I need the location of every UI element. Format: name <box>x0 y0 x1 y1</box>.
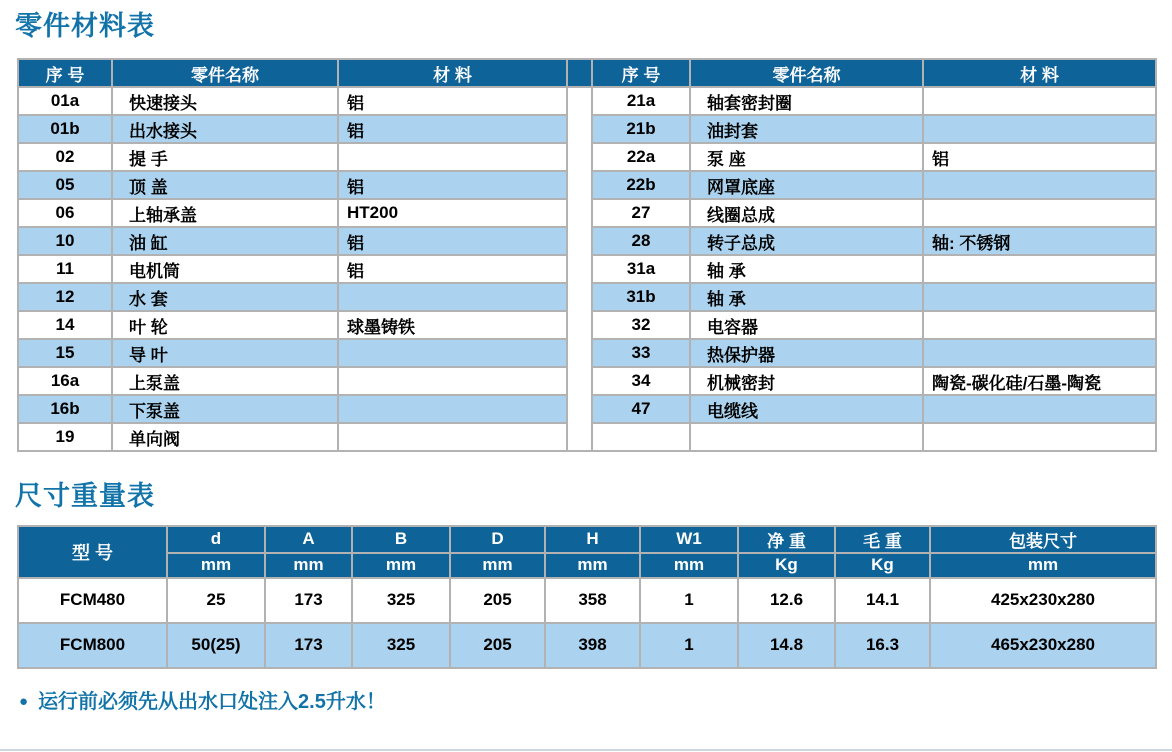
serial-cell: 06 <box>18 199 112 227</box>
part-name-cell: 下泵盖 <box>112 395 338 423</box>
dims-table-body <box>18 578 1156 668</box>
part-name-cell: 快速接头 <box>112 87 338 115</box>
serial-cell: 34 <box>592 367 690 395</box>
part-name-cell: 转子总成 <box>690 227 923 255</box>
dim-value-cell: 325 <box>352 623 450 668</box>
serial-cell: 21b <box>592 115 690 143</box>
serial-cell: 21a <box>592 87 690 115</box>
material-cell: 轴: 不锈钢 <box>923 227 1156 255</box>
dim-column-header: A <box>265 526 352 553</box>
part-name-cell: 线圈总成 <box>690 199 923 227</box>
material-cell: 铝 <box>338 87 567 115</box>
material-cell <box>923 395 1156 423</box>
dim-column-header: H <box>545 526 640 553</box>
net-weight-column-header: 净 重 <box>738 526 835 553</box>
part-name-cell: 电缆线 <box>690 395 923 423</box>
material-cell: 铝 <box>338 227 567 255</box>
material-cell <box>923 87 1156 115</box>
material-cell <box>338 367 567 395</box>
dims-table-unit-row <box>18 553 1156 578</box>
dim-value-cell: 12.6 <box>738 578 835 623</box>
dim-value-cell: 425x230x280 <box>930 578 1156 623</box>
gross-weight-column-header: 毛 重 <box>835 526 930 553</box>
dimension-weight-table <box>17 525 1157 669</box>
material-cell: 陶瓷-碳化硅/石墨-陶瓷 <box>923 367 1156 395</box>
page-bottom-rule <box>0 749 1172 751</box>
serial-cell: 22a <box>592 143 690 171</box>
dim-value-cell: 1 <box>640 578 738 623</box>
part-name-cell: 泵 座 <box>690 143 923 171</box>
dim-value-cell: 205 <box>450 578 545 623</box>
material-cell <box>338 395 567 423</box>
material-cell <box>923 255 1156 283</box>
serial-cell: 28 <box>592 227 690 255</box>
model-column-header: 型 号 <box>18 526 167 578</box>
dims-table-title: 尺寸重量表 <box>15 481 155 512</box>
material-cell <box>923 115 1156 143</box>
unit-header: mm <box>930 553 1156 578</box>
serial-cell: 27 <box>592 199 690 227</box>
parts-material-table <box>17 58 1157 452</box>
dim-value-cell: 465x230x280 <box>930 623 1156 668</box>
material-column-header: 材 料 <box>338 59 567 87</box>
serial-cell: 15 <box>18 339 112 367</box>
table-gap-header <box>567 59 592 87</box>
dim-value-cell: 173 <box>265 623 352 668</box>
parts-table-title: 零件材料表 <box>15 11 155 41</box>
dims-table-header-row <box>18 526 1156 553</box>
dim-column-header: D <box>450 526 545 553</box>
serial-cell: 33 <box>592 339 690 367</box>
model-cell: FCM480 <box>18 578 167 623</box>
parts-table-body <box>18 87 1156 451</box>
material-cell <box>923 171 1156 199</box>
material-cell: 铝 <box>338 115 567 143</box>
material-cell <box>338 339 567 367</box>
material-cell: HT200 <box>338 199 567 227</box>
dim-value-cell: 50(25) <box>167 623 265 668</box>
material-cell: 铝 <box>338 255 567 283</box>
material-cell <box>923 199 1156 227</box>
material-cell: 铝 <box>338 171 567 199</box>
dims-table-row <box>18 578 1156 623</box>
part-name-cell: 油 缸 <box>112 227 338 255</box>
part-name-cell: 轴套密封圈 <box>690 87 923 115</box>
serial-cell: 16a <box>18 367 112 395</box>
serial-cell: 22b <box>592 171 690 199</box>
serial-cell: 31b <box>592 283 690 311</box>
material-cell <box>923 423 1156 451</box>
serial-cell: 14 <box>18 311 112 339</box>
unit-header: mm <box>450 553 545 578</box>
dims-table-row <box>18 623 1156 668</box>
part-name-cell: 电机筒 <box>112 255 338 283</box>
serial-cell: 11 <box>18 255 112 283</box>
priming-note <box>19 685 1155 714</box>
dim-value-cell: 14.8 <box>738 623 835 668</box>
package-size-column-header: 包装尺寸 <box>930 526 1156 553</box>
part-name-cell: 轴 承 <box>690 283 923 311</box>
dim-value-cell: 25 <box>167 578 265 623</box>
part-name-cell: 上轴承盖 <box>112 199 338 227</box>
part-name-cell: 机械密封 <box>690 367 923 395</box>
part-name-column-header: 零件名称 <box>112 59 338 87</box>
part-name-cell: 网罩底座 <box>690 171 923 199</box>
serial-cell: 16b <box>18 395 112 423</box>
serial-cell: 01b <box>18 115 112 143</box>
dim-column-header: d <box>167 526 265 553</box>
parts-table-row <box>18 87 1156 115</box>
dim-column-header: W1 <box>640 526 738 553</box>
serial-cell: 31a <box>592 255 690 283</box>
unit-header: mm <box>265 553 352 578</box>
part-name-cell: 顶 盖 <box>112 171 338 199</box>
serial-cell: 10 <box>18 227 112 255</box>
part-name-cell: 电容器 <box>690 311 923 339</box>
material-cell <box>923 311 1156 339</box>
dim-value-cell: 14.1 <box>835 578 930 623</box>
part-name-cell: 热保护器 <box>690 339 923 367</box>
unit-header: mm <box>640 553 738 578</box>
material-cell: 球墨铸铁 <box>338 311 567 339</box>
part-name-column-header: 零件名称 <box>690 59 923 87</box>
serial-cell: 05 <box>18 171 112 199</box>
dim-value-cell: 1 <box>640 623 738 668</box>
material-cell <box>338 423 567 451</box>
serial-cell: 19 <box>18 423 112 451</box>
serial-cell <box>592 423 690 451</box>
dim-value-cell: 173 <box>265 578 352 623</box>
dim-value-cell: 325 <box>352 578 450 623</box>
unit-header: Kg <box>835 553 930 578</box>
unit-header: mm <box>545 553 640 578</box>
dim-value-cell: 16.3 <box>835 623 930 668</box>
part-name-cell: 导 叶 <box>112 339 338 367</box>
table-gap-spacer <box>567 87 592 451</box>
material-cell <box>338 143 567 171</box>
serial-column-header: 序 号 <box>592 59 690 87</box>
dim-value-cell: 205 <box>450 623 545 668</box>
part-name-cell: 提 手 <box>112 143 338 171</box>
unit-header: mm <box>167 553 265 578</box>
serial-column-header: 序 号 <box>18 59 112 87</box>
bullet-icon: ● <box>19 692 29 710</box>
serial-cell: 32 <box>592 311 690 339</box>
part-name-cell: 轴 承 <box>690 255 923 283</box>
unit-header: Kg <box>738 553 835 578</box>
material-cell <box>338 283 567 311</box>
serial-cell: 12 <box>18 283 112 311</box>
material-column-header: 材 料 <box>923 59 1156 87</box>
part-name-cell: 单向阀 <box>112 423 338 451</box>
material-cell <box>923 283 1156 311</box>
priming-note-text: 运行前必须先从出水口处注入2.5升水！ <box>38 690 386 713</box>
serial-cell: 02 <box>18 143 112 171</box>
unit-header: mm <box>352 553 450 578</box>
part-name-cell: 水 套 <box>112 283 338 311</box>
dim-column-header: B <box>352 526 450 553</box>
material-cell: 铝 <box>923 143 1156 171</box>
part-name-cell: 油封套 <box>690 115 923 143</box>
material-cell <box>923 339 1156 367</box>
serial-cell: 01a <box>18 87 112 115</box>
part-name-cell: 上泵盖 <box>112 367 338 395</box>
parts-table-header-row <box>18 59 1156 87</box>
serial-cell: 47 <box>592 395 690 423</box>
model-cell: FCM800 <box>18 623 167 668</box>
dim-value-cell: 398 <box>545 623 640 668</box>
part-name-cell: 出水接头 <box>112 115 338 143</box>
dim-value-cell: 358 <box>545 578 640 623</box>
part-name-cell: 叶 轮 <box>112 311 338 339</box>
part-name-cell <box>690 423 923 451</box>
